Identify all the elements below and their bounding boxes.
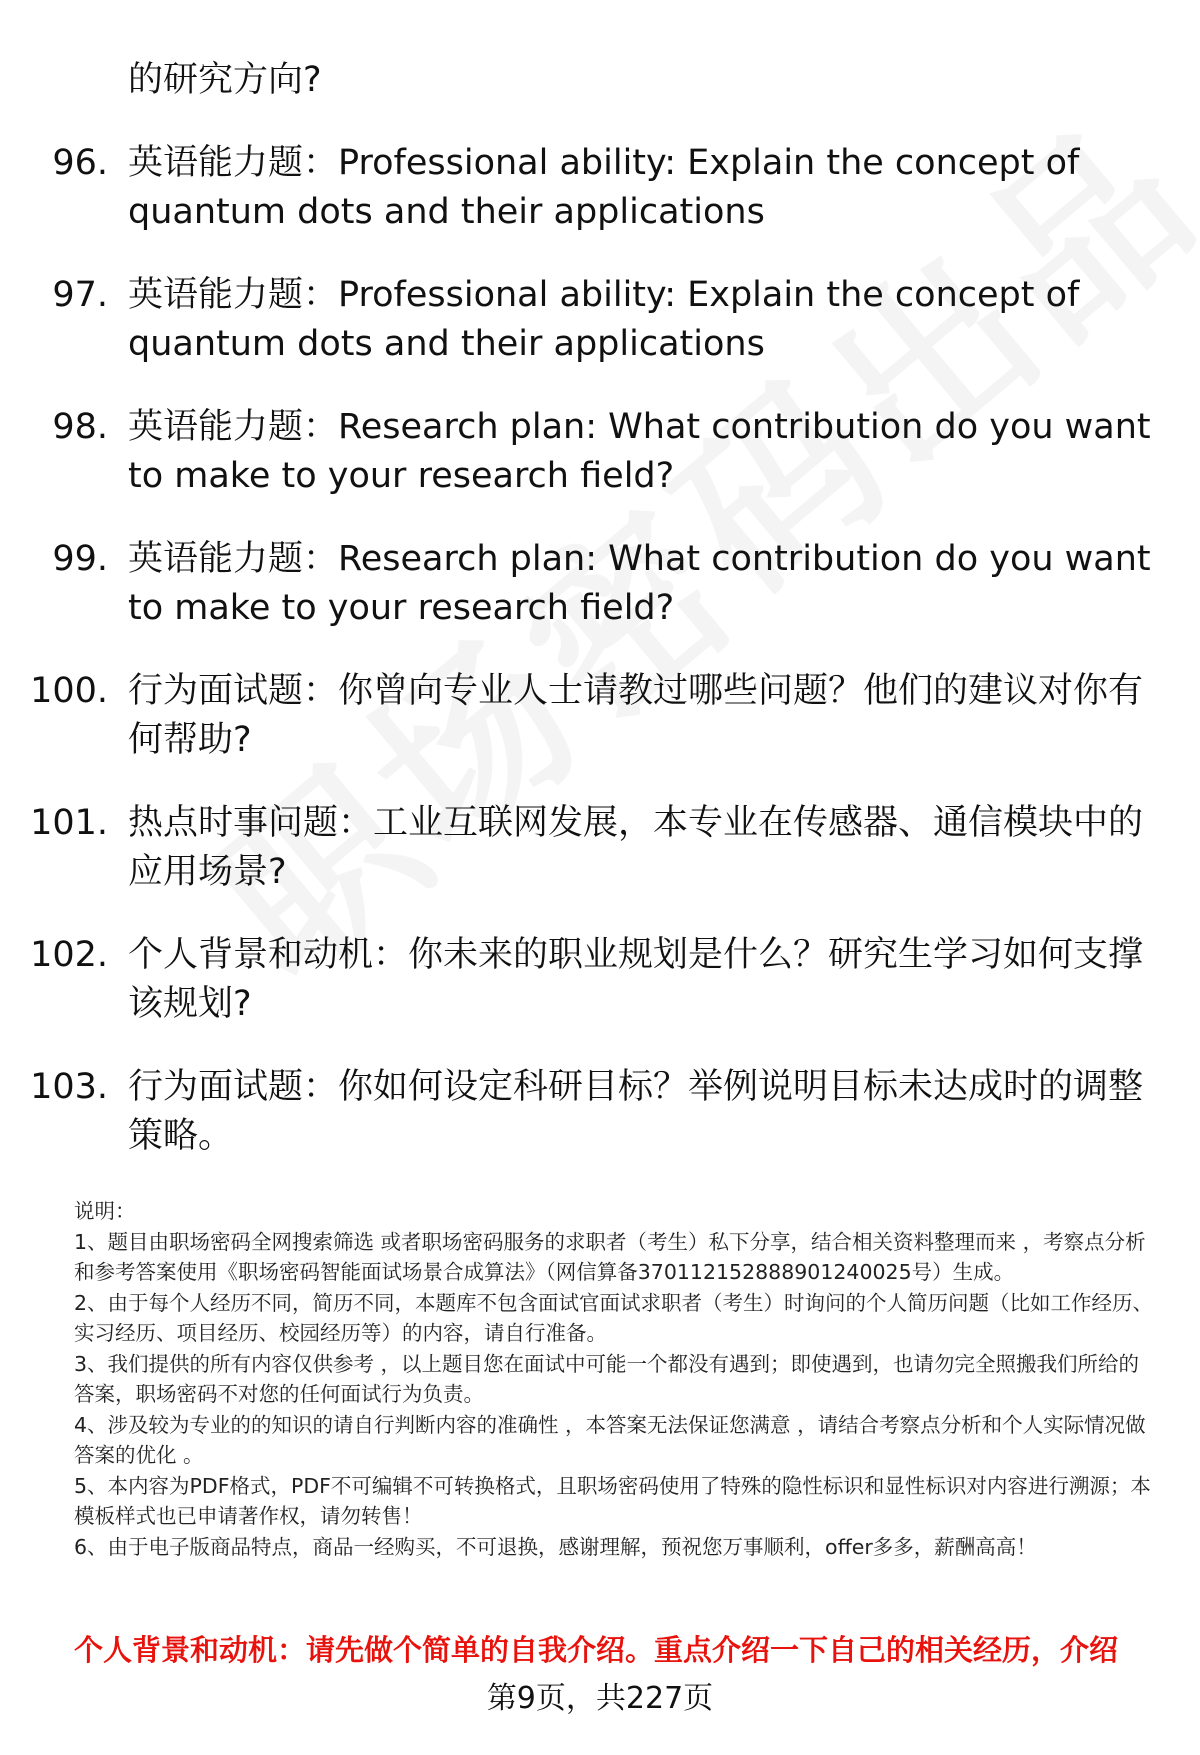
question-number: 98. bbox=[52, 407, 108, 447]
promo-question: 个人背景和动机：请先做个简单的自我介绍。重点介绍一下自己的相关经历，介绍 bbox=[74, 1633, 1119, 1667]
note-item: 6、由于电子版商品特点，商品一经购买，不可退换，感谢理解，预祝您万事顺利，offer多多，薪酬高高！ bbox=[74, 1534, 1037, 1559]
list-item bbox=[0, 667, 1200, 765]
list-item bbox=[0, 535, 1200, 633]
note-item: 3、我们提供的所有内容仅供参考 ，以上题目您在面试中可能一个都没有遇到；即使遇到，也请勿完全照搬我们所给的答案，职场密码不对您的任何面试行为负责。 bbox=[74, 1351, 1140, 1406]
question-text: 英语能力题：Professional ability: Explain the concept of quantum dots and their applications bbox=[128, 143, 1080, 232]
question-number: 103. bbox=[30, 1067, 108, 1107]
question-text: 行为面试题：你曾向专业人士请教过哪些问题？他们的建议对你有何帮助? bbox=[128, 671, 1144, 760]
question-list bbox=[0, 56, 1200, 1195]
question-text: 英语能力题：Professional ability: Explain the concept of quantum dots and their applications bbox=[128, 275, 1080, 364]
question-text: 个人背景和动机：你未来的职业规划是什么？研究生学习如何支撑该规划? bbox=[128, 935, 1144, 1024]
question-number: 101. bbox=[30, 803, 108, 843]
question-text: 的研究方向? bbox=[128, 60, 322, 100]
note-item: 5、本内容为PDF格式，PDF不可编辑不可转换格式，且职场密码使用了特殊的隐性标识和显性标识对内容进行溯源；本模板样式也已申请著作权，请勿转售！ bbox=[74, 1473, 1151, 1528]
question-number: 97. bbox=[52, 275, 108, 315]
list-item bbox=[0, 139, 1200, 237]
list-item bbox=[0, 799, 1200, 897]
list-item-continuation bbox=[0, 56, 1200, 105]
question-number: 99. bbox=[52, 539, 108, 579]
question-number: 102. bbox=[30, 935, 108, 975]
question-text: 热点时事问题：工业互联网发展，本专业在传感器、通信模块中的应用场景? bbox=[128, 803, 1144, 892]
note-item: 2、由于每个人经历不同，简历不同，本题库不包含面试官面试求职者（考生）时询问的个人简历问题（比如工作经历、实习经历、项目经历、校园经历等）的内容，请自行准备。 bbox=[74, 1290, 1154, 1345]
list-item bbox=[0, 931, 1200, 1029]
question-number: 100. bbox=[30, 671, 108, 711]
question-text: 行为面试题：你如何设定科研目标？举例说明目标未达成时的调整策略。 bbox=[128, 1067, 1144, 1156]
question-text: 英语能力题：Research plan: What contribution do you want to make to your research field? bbox=[128, 407, 1151, 496]
question-text: 英语能力题：Research plan: What contribution do you want to make to your research field? bbox=[128, 539, 1151, 628]
notes-section bbox=[74, 1196, 1154, 1562]
list-item bbox=[0, 1063, 1200, 1161]
note-item: 1、题目由职场密码全网搜索筛选 或者职场密码服务的求职者（考生）私下分享，结合相关资料整理而来 ，考察点分析和参考答案使用《职场密码智能面试场景合成算法》（网信算备370112152888901240025号）生成。 bbox=[74, 1229, 1146, 1284]
note-item: 4、涉及较为专业的的知识的请自行判断内容的准确性 ，本答案无法保证您满意 ，请结合考察点分析和个人实际情况做答案的优化 。 bbox=[74, 1412, 1146, 1467]
list-item bbox=[0, 271, 1200, 369]
notes-heading: 说明： bbox=[74, 1199, 136, 1223]
page-number: 第9页，共227页 bbox=[486, 1681, 714, 1716]
question-number: 96. bbox=[52, 143, 108, 183]
list-item bbox=[0, 403, 1200, 501]
